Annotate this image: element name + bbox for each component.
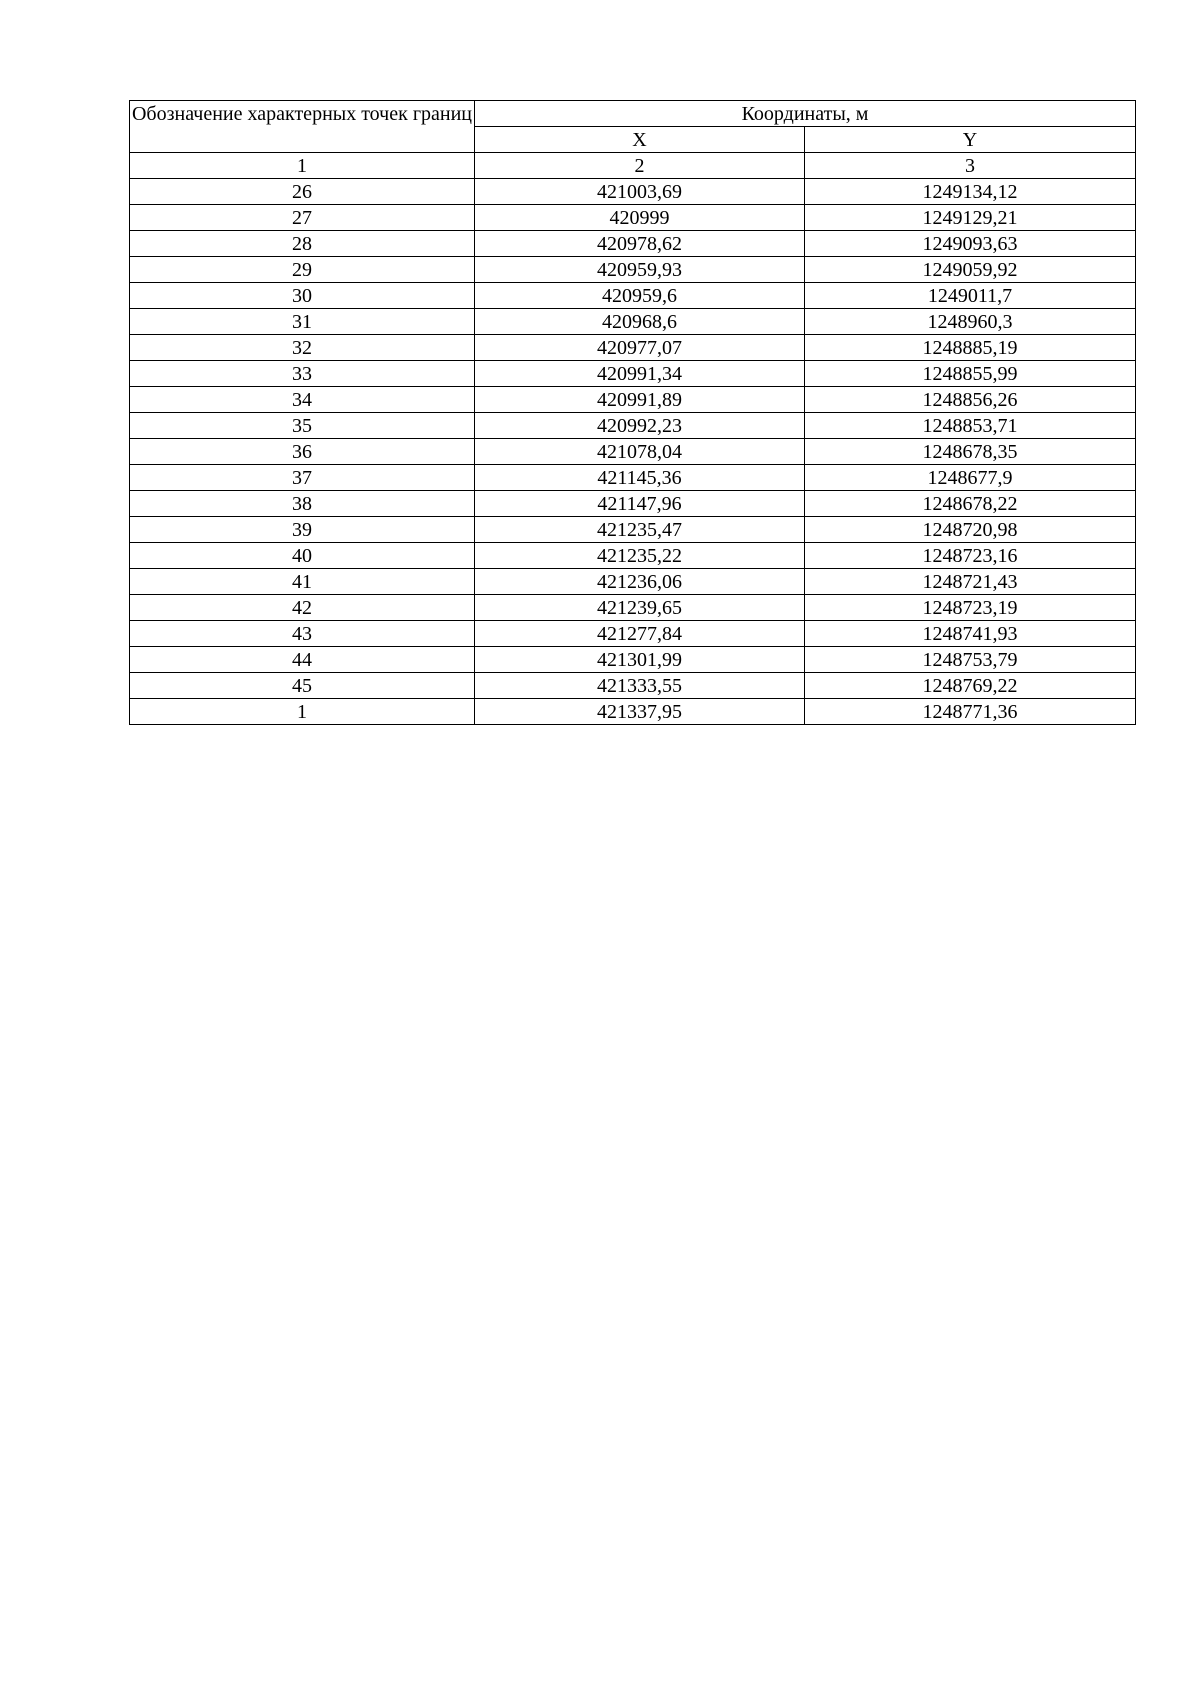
column-number-2: 2 [475,153,805,179]
point-cell: 36 [130,439,475,465]
table-row [130,413,1136,439]
x-coordinate-cell: 420977,07 [475,335,805,361]
x-coordinate-cell: 420968,6 [475,309,805,335]
point-cell: 1 [130,699,475,725]
table-row [130,179,1136,205]
x-coordinate-cell: 421236,06 [475,569,805,595]
point-cell: 35 [130,413,475,439]
column-number-1: 1 [130,153,475,179]
point-cell: 40 [130,543,475,569]
x-coordinate-cell: 421147,96 [475,491,805,517]
x-coordinate-cell: 421235,22 [475,543,805,569]
point-cell: 44 [130,647,475,673]
x-coordinate-cell: 421333,55 [475,673,805,699]
y-coordinate-cell: 1248853,71 [805,413,1136,439]
header-points-designation: Обозначение характерных точек границ [130,101,475,153]
y-coordinate-cell: 1248885,19 [805,335,1136,361]
y-coordinate-cell: 1249134,12 [805,179,1136,205]
table-row [130,465,1136,491]
x-coordinate-cell: 420959,93 [475,257,805,283]
x-coordinate-cell: 421003,69 [475,179,805,205]
y-coordinate-cell: 1248723,16 [805,543,1136,569]
point-cell: 37 [130,465,475,491]
y-coordinate-cell: 1248677,9 [805,465,1136,491]
y-coordinate-cell: 1248753,79 [805,647,1136,673]
x-coordinate-cell: 421145,36 [475,465,805,491]
header-y: Y [805,127,1136,153]
coordinates-table [129,100,1136,725]
y-coordinate-cell: 1248678,22 [805,491,1136,517]
x-coordinate-cell: 421239,65 [475,595,805,621]
table-row [130,309,1136,335]
table-row [130,439,1136,465]
header-x: X [475,127,805,153]
table-row [130,205,1136,231]
point-cell: 26 [130,179,475,205]
table-row [130,621,1136,647]
point-cell: 38 [130,491,475,517]
point-cell: 42 [130,595,475,621]
table-row [130,335,1136,361]
header-coordinates: Координаты, м [475,101,1136,127]
table-row [130,673,1136,699]
y-coordinate-cell: 1249059,92 [805,257,1136,283]
y-coordinate-cell: 1248960,3 [805,309,1136,335]
table-row [130,361,1136,387]
x-coordinate-cell: 421301,99 [475,647,805,673]
point-cell: 28 [130,231,475,257]
point-cell: 30 [130,283,475,309]
point-cell: 27 [130,205,475,231]
table-row [130,699,1136,725]
y-coordinate-cell: 1249129,21 [805,205,1136,231]
y-coordinate-cell: 1248720,98 [805,517,1136,543]
point-cell: 34 [130,387,475,413]
x-coordinate-cell: 420991,89 [475,387,805,413]
y-coordinate-cell: 1248678,35 [805,439,1136,465]
y-coordinate-cell: 1248769,22 [805,673,1136,699]
y-coordinate-cell: 1248721,43 [805,569,1136,595]
table-row [130,387,1136,413]
table-row [130,517,1136,543]
y-coordinate-cell: 1248855,99 [805,361,1136,387]
x-coordinate-cell: 420991,34 [475,361,805,387]
point-cell: 45 [130,673,475,699]
table-row [130,595,1136,621]
table-row [130,283,1136,309]
point-cell: 39 [130,517,475,543]
table-header-row [130,101,1136,127]
y-coordinate-cell: 1248771,36 [805,699,1136,725]
column-numbers-row [130,153,1136,179]
table-row [130,647,1136,673]
point-cell: 31 [130,309,475,335]
table-row [130,257,1136,283]
table-row [130,231,1136,257]
table-row [130,543,1136,569]
x-coordinate-cell: 421235,47 [475,517,805,543]
y-coordinate-cell: 1248741,93 [805,621,1136,647]
point-cell: 29 [130,257,475,283]
table-row [130,569,1136,595]
x-coordinate-cell: 420999 [475,205,805,231]
y-coordinate-cell: 1249093,63 [805,231,1136,257]
point-cell: 43 [130,621,475,647]
point-cell: 33 [130,361,475,387]
x-coordinate-cell: 420978,62 [475,231,805,257]
point-cell: 32 [130,335,475,361]
x-coordinate-cell: 421337,95 [475,699,805,725]
point-cell: 41 [130,569,475,595]
y-coordinate-cell: 1249011,7 [805,283,1136,309]
y-coordinate-cell: 1248723,19 [805,595,1136,621]
x-coordinate-cell: 421277,84 [475,621,805,647]
y-coordinate-cell: 1248856,26 [805,387,1136,413]
x-coordinate-cell: 420992,23 [475,413,805,439]
column-number-3: 3 [805,153,1136,179]
x-coordinate-cell: 421078,04 [475,439,805,465]
x-coordinate-cell: 420959,6 [475,283,805,309]
table-row [130,491,1136,517]
